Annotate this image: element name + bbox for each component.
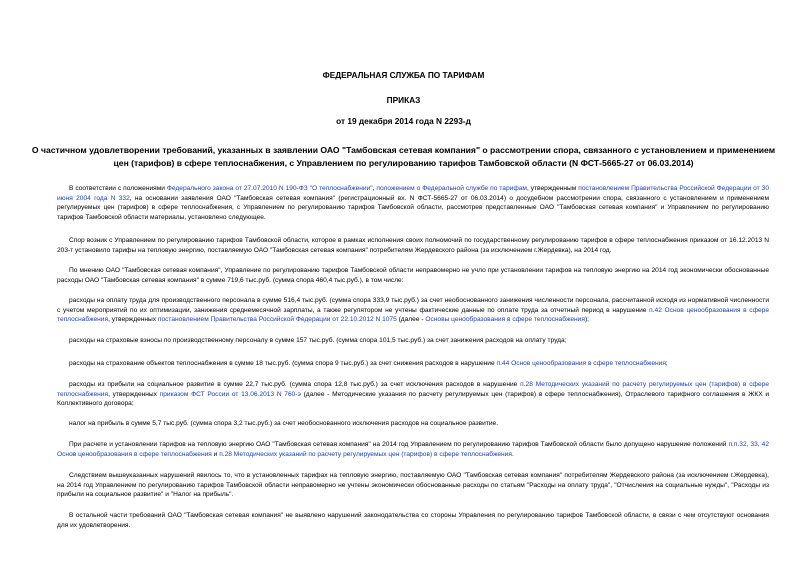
paragraph-3: По мнению ОАО "Тамбовская сетевая компания", Управление по регулированию тарифов Тамбовской области неправомерно не учло при установлении тарифов на тепловую энергию на 2014 год экономически обоснованные расходы ОАО "Тамбовская сетевая компания" в сумме 719,6 тыс.руб. (сумма спора 460,4 тыс.руб.), в том числе: [57, 267, 769, 284]
paragraph-7: расходы из прибыли на социальное развитие в сумме 22,7 тыс.руб. (сумма спора 12,8 тыс.руб.) за счет исключения расходов в нарушение п.28 Методических указаний по расчету регулируемых цен (тарифов) в сфере теплоснабжения, утвержденных приказом ФСТ России от 13.06.2013 N 760-э (далее - Методические указания по расчету регулируемых цен (тарифов) в сфере теплоснабжения), Отраслевого тарифного соглашения в ЖКХ и Коллективного договора; [57, 381, 769, 407]
paragraph-10: Следствием вышеуказанных нарушений явилось то, что в установленных тарифах на тепловую энергию, поставляемую ОАО "Тамбовская сетевая компания" потребителям Жердевского района (за исключением г.Жердевка), на 2014 год Управлением по регулированию тарифов Тамбовской области неправомерно не учтены экономически обоснованные расходы по статьям "Расходы на оплату труда", "Отчисления на социальные нужды", "Расходы из прибыли на социальное развитие" и "Налог на прибыль". [57, 472, 769, 498]
doc-date: от 19 декабря 2014 года N 2293-д [336, 116, 471, 126]
paragraph-11: В остальной части требований ОАО "Тамбовская сетевая компания" не выявлено нарушений законодательства со стороны Управления по регулированию тарифов Тамбовской области, в связи с чем отсутствуют основания для их удовлетворения. [57, 512, 769, 529]
link-basics-p44[interactable]: п.44 Основ ценообразования в сфере теплоснабжения [496, 360, 666, 367]
link-basics-pricing[interactable]: Основы ценообразования в сфере теплоснабжения [425, 316, 585, 323]
agency-title: ФЕДЕРАЛЬНАЯ СЛУЖБА ПО ТАРИФАМ [322, 70, 485, 80]
paragraph-4: расходы на оплату труда для производственного персонала в сумме 516,4 тыс.руб. (сумма спора 333,9 тыс.руб.) за счет необоснованного занижения численности персонала, рассчитанной исходя из нормативной численности с учетом мероприятий по их оптимизации, занижения среднемесячной зарплаты, а также регулятором не учтены фактические данные по оплате труда за отчетный период в нарушение п.42 Основ ценообразования в сфере теплоснабжения, утвержденных постановлением Правительства Российской Федерации от 22.10.2012 N 1075 (далее - Основы ценообразования в сфере теплоснабжения); [57, 297, 769, 323]
link-fst-regulation[interactable]: положением о Федеральной службе по тарифам [376, 185, 527, 192]
paragraph-5: расходы на страховые взносы по производственному персоналу в сумме 157 тыс.руб. (сумма спора 101,5 тыс.руб.) за счет занижения расходов на оплату труда; [69, 337, 567, 344]
link-government-decree-332[interactable]: постановлением Правительства Российской Федерации от 30 июня 2004 года N 332 [57, 185, 769, 202]
link-fst-order-760[interactable]: приказом ФСТ России от 13.06.2013 N 760-э [159, 390, 301, 398]
paragraph-2: Спор возник с Управлением по регулированию тарифов Тамбовской области, которое в рамках исполнения своих полномочий по государственному регулированию тарифов в сфере теплоснабжения приказом от 16.12.2013 N 203-т установило тарифы на тепловую энергию, поставляемую ОАО "Тамбовская сетевая компания" потребителям Жердевского района (за исключением г.Жердевка), на 2014 год. [57, 237, 769, 254]
link-government-decree-1075[interactable]: постановлением Правительства Российской Федерации от 22.10.2012 N 1075 [157, 316, 397, 323]
link-federal-law[interactable]: Федерального закона от 27.07.2010 N 190-ФЗ "О теплоснабжении" [166, 185, 373, 192]
paragraph-8: налог на прибыль в сумме 5,7 тыс.руб. (сумма спора 3,2 тыс.руб.) за счет необоснованного исключения расходов на социальное развитие. [69, 420, 499, 427]
doc-type: ПРИКАЗ [386, 95, 421, 105]
paragraph-9: При расчете и установлении тарифов на тепловую энергию ОАО "Тамбовская сетевая компания" на 2014 год Управлением по регулированию тарифов Тамбовской области было допущено нарушение положений п.п.32, 33, 42 Основ ценообразования в сфере теплоснабжения и п.28 Методических указаний по расчету регулируемых цен (тарифов) в сфере теплоснабжения. [57, 441, 769, 458]
paragraph-6: расходы на страхование объектов теплоснабжения в сумме 18 тыс.руб. (сумма спора 9 тыс.руб.) за счет снижения расходов в нарушение п.44 Основ ценообразования в сфере теплоснабжения; [69, 360, 668, 367]
link-guidelines-p28[interactable]: п.28 Методических указаний по расчету регулируемых цен (тарифов) в сфере теплоснабжения [57, 381, 769, 398]
doc-subject: О частичном удовлетворении требований, указанных в заявлении ОАО "Тамбовская сетевая компания" о рассмотрении спора, связанного с установлением и применением цен (тарифов) в сфере теплоснабжения, с Управлением по регулированию тарифов Тамбовской области (N ФСТ-5665-27 от 06.03.2014) [31, 145, 776, 168]
paragraph-1: В соответствии с положениями Федерального закона от 27.07.2010 N 190-ФЗ "О теплоснабжении", положением о Федеральной службе по тарифам, утвержденным постановлением Правительства Российской Федерации от 30 июня 2004 года N 332, на основании заявления ОАО "Тамбовская сетевая компания" (регистрационный вх. N ФСТ-5665-27 от 06.03.2014) о досудебном рассмотрении спора, связанного с установлением и применением регулируемых цен (тарифов) в сфере теплоснабжения, с Управлением по регулированию тарифов Тамбовской области, рассмотрев представленные ОАО "Тамбовская сетевая компания" и Управлением по регулированию тарифов Тамбовской области материалы, установлено следующее. [57, 185, 769, 221]
link-basics-p42[interactable]: п.42 Основ ценообразования в сфере теплоснабжения [57, 306, 769, 323]
link-basics-p32-33-42[interactable]: п.п.32, 33, 42 Основ ценообразования в сфере теплоснабжения [57, 441, 769, 458]
link-guidelines-p28-second[interactable]: п.28 Методических указаний по расчету регулируемых цен (тарифов) в сфере теплоснабжения [219, 450, 512, 458]
